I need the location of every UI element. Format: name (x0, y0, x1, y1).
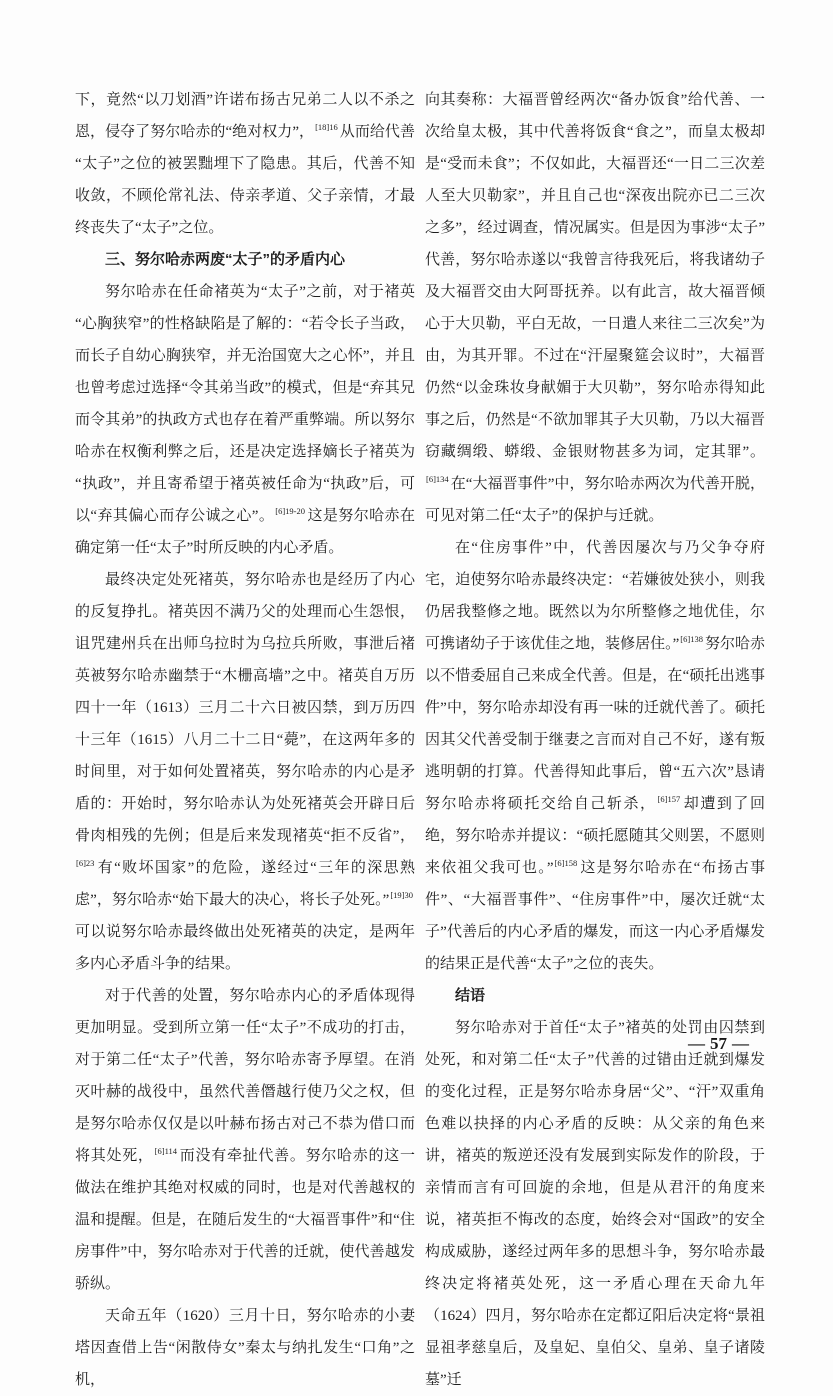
citation-reference: [6]134 (426, 474, 449, 484)
body-paragraph: 努尔哈赤在任命褚英为“太子”之前，对于褚英“心胸狭窄”的性格缺陷是了解的：“若令长子当政，而长子自幼心胸狭窄，并无治国宽大之心怀”，并且也曾考虑过选择“令其弟当政”的模式，但是“弃其兄而令其弟”的执政方式也存在着严重弊端。所以努尔哈赤在权衡利弊之后，还是决定选择嫡长子褚英为“执政”，并且寄希望于褚英被任命为“执政”后，可以“弃其偏心而存公诚之心”。$^{[6]19-20}$ 这是努尔哈赤在确定第一任“太子”时所反映的内心矛盾。 (75, 284, 415, 556)
citation-reference: [6]158 (554, 858, 578, 868)
citation-reference: [18]16 (315, 122, 338, 132)
page-footer (688, 1034, 749, 1054)
section-heading: 三、努尔哈赤两废“太子”的矛盾内心 (105, 251, 346, 268)
citation-reference: [6]23 (76, 858, 95, 868)
body-paragraph: 对于代善的处置，努尔哈赤内心的矛盾体现得更加明显。受到所立第一任“太子”不成功的打击，对于第二任“太子”代善，努尔哈赤寄予厚望。在消灭叶赫的战役中，虽然代善僭越行使乃父之权，但是努尔哈赤仅仅是以叶赫布扬古对己不恭为借口而将其处死，$^{[6]114}$ 而没有牵扯代善。努尔哈赤的这一做法在维护其绝对权威的同时，也是对代善越权的温和提醒。但是，在随后发生的“大福晋事件”和“住房事件”中，努尔哈赤对于代善的迁就，使代善越发骄纵。 (75, 988, 415, 1292)
citation-reference: [6]157 (657, 794, 681, 804)
footer-dash-left: — (688, 1034, 705, 1053)
body-paragraph: 努尔哈赤对于首任“太子”褚英的处罚由囚禁到处死，和对第二任“太子”代善的过错由迁就到爆发的变化过程，正是努尔哈赤身居“父”、“汗”双重角色难以抉择的内心矛盾的反映：从父亲的角色来讲，褚英的叛逆还没有发展到实际发作的阶段，于亲情而言有可回旋的余地，但是从君汗的角度来说，褚英拒不悔改的态度，始终会对“国政”的安全构成威胁，遂经过两年多的思想斗争，努尔哈赤最终决定将褚英处死，这一矛盾心理在天命九年（1624）四月，努尔哈赤在定都辽阳后决定将“景祖显祖孝慈皇后，及皇妃、皇伯父、皇弟、皇子诸陵墓”迁 (425, 1020, 765, 1388)
page-number: 57 (710, 1034, 727, 1053)
citation-reference: [6]138 (680, 634, 703, 644)
body-paragraph: 天命五年（1620）三月十日，努尔哈赤的小妻塔因查借上告“闲散侍女”秦太与纳扎发生“口角”之机， (75, 1308, 415, 1388)
left-column (75, 84, 415, 1396)
body-paragraph: 下，竟然“以刀划酒”许诺布扬古兄弟二人以不杀之恩，侵夺了努尔哈赤的“绝对权力”，$^{[18]16}$ 从而给代善“太子”之位的被罢黜埋下了隐患。其后，代善不知收敛，不顾伦常礼法、侍亲孝道、父子亲情，才最终丧失了“太子”之位。 (75, 92, 415, 236)
footer-dash-right: — (732, 1034, 749, 1053)
citation-reference: [6]114 (154, 1146, 178, 1156)
body-paragraph: 最终决定处死褚英，努尔哈赤也是经历了内心的反复挣扎。褚英因不满乃父的处理而心生怨恨，诅咒建州兵在出师乌拉时为乌拉兵所败，事泄后褚英被努尔哈赤幽禁于“木栅高墙”之中。褚英自万历四十一年（1613）三月二十六日被囚禁，到万历四十三年（1615）八月二十二日“薨”，在这两年多的时间里，对于如何处置褚英，努尔哈赤的内心是矛盾的：开始时，努尔哈赤认为处死褚英会开辟日后骨肉相残的先例；但是后来发现褚英“拒不反省”，$^{[6]23}$ 有“败坏国家”的危险，遂经过“三年的深思熟虑”，努尔哈赤“始下最大的决心，将长子处死。”$^{[19]30}$可以说努尔哈赤最终做出处死褚英的决定，是两年多内心矛盾斗争的结果。 (75, 572, 415, 972)
section-heading: 结语 (455, 987, 486, 1004)
right-column (425, 84, 765, 1396)
citation-reference: [19]30 (390, 890, 413, 900)
two-column-text-area (75, 84, 765, 1396)
citation-reference: [6]19-20 (275, 506, 306, 516)
body-paragraph: 向其奏称：大福晋曾经两次“备办饭食”给代善、一次给皇太极，其中代善将饭食“食之”，而皇太极却是“受而未食”；不仅如此，大福晋还“一日二三次差人至大贝勒家”，并且自己也“深夜出院亦已二三次之多”，经过调查，情况属实。但是因为事涉“太子”代善，努尔哈赤遂以“我曾言待我死后，将我诸幼子及大福晋交由大阿哥抚养。以有此言，故大福晋倾心于大贝勒，平白无故，一日遣人来往二三次矣”为由，为其开罪。不过在“汗屋聚筵会议时”，大福晋仍然“以金珠妆身献媚于大贝勒”，努尔哈赤得知此事之后，仍然是“不欲加罪其子大贝勒，乃以大福晋窃藏绸缎、蟒缎、金银财物甚多为词，定其罪”。$^{[6]134}$ 在“大福晋事件”中，努尔哈赤两次为代善开脱，可见对第二任“太子”的保护与迁就。 (425, 92, 765, 524)
body-paragraph: 在“住房事件”中，代善因屡次与乃父争夺府宅，迫使努尔哈赤最终决定：“若嫌彼处狭小，则我仍居我整修之地。既然以为尔所整修之地优佳，尔可携诸幼子于该优佳之地，装修居住。”$^{[6]138}$ 努尔哈赤以不惜委屈自己来成全代善。但是，在“硕托出逃事件”中，努尔哈赤却没有再一味的迁就代善了。硕托因其父代善受制于继妻之言而对自己不好，遂有叛逃明朝的打算。代善得知此事后，曾“五六次”恳请努尔哈赤将硕托交给自己斩杀，$^{[6]157}$ 却遭到了回绝，努尔哈赤并提议：“硕托愿随其父则罢，不愿则来依祖父我可也。”$^{[6]158}$ 这是努尔哈赤在“布扬古事件”、“大福晋事件”、“住房事件”中，屡次迁就“太子”代善后的内心矛盾的爆发，而这一内心矛盾爆发的结果正是代善“太子”之位的丧失。 (425, 540, 765, 972)
